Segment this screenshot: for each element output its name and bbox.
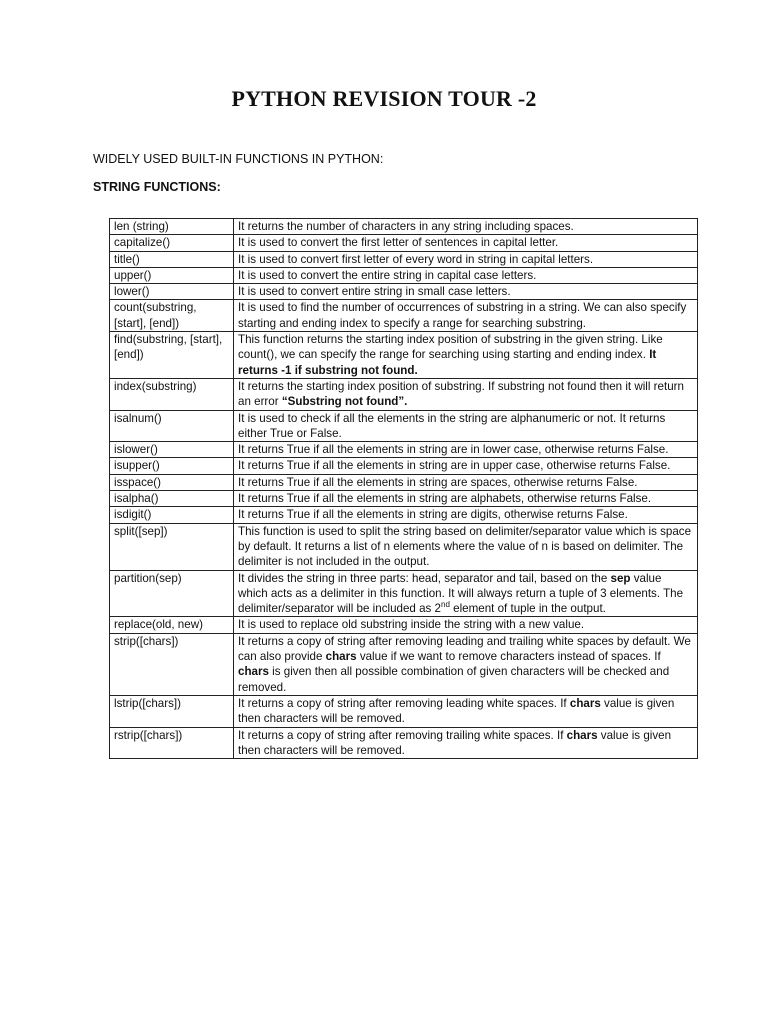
function-description-cell: [234, 267, 698, 283]
function-name-cell: len (string): [110, 219, 234, 235]
table-row: [110, 442, 698, 458]
function-description-cell: [234, 235, 698, 251]
description-text: It returns True if all the elements in string are alphabets, otherwise returns False.: [238, 492, 652, 506]
function-name-cell: title(): [110, 251, 234, 267]
function-description-cell: [234, 507, 698, 523]
bold-text: chars: [569, 696, 601, 710]
table-row: [110, 251, 698, 267]
table-row: [110, 507, 698, 523]
table-row: [110, 491, 698, 507]
page-title: PYTHON REVISION TOUR -2: [231, 86, 537, 111]
function-name-cell: isupper(): [110, 458, 234, 474]
description-text: It returns True if all the elements in string are spaces, otherwise returns False.: [238, 475, 638, 489]
description-text: is given then all possible combination of given characters will be checked and removed.: [238, 665, 670, 694]
function-description-cell: [234, 300, 698, 332]
function-description-cell: [234, 570, 698, 617]
description-text: It is used to convert entire string in small case letters.: [238, 285, 511, 299]
description-text: It is used to find the number of occurrences of substring in a string. We can also specify starting and ending index to specify a range for searching substring.: [238, 301, 687, 330]
function-description-cell: [234, 617, 698, 633]
function-description-cell: [234, 410, 698, 442]
bold-text: It returns -1 if substring not found.: [238, 348, 657, 377]
description-text: It returns True if all the elements in string are digits, otherwise returns False.: [238, 508, 628, 522]
function-name-cell: isalnum(): [110, 410, 234, 442]
function-name-cell: rstrip([chars]): [110, 727, 234, 759]
table-row: [110, 410, 698, 442]
table-row: [110, 633, 698, 695]
description-text: value is given then characters will be removed.: [238, 696, 675, 726]
table-row: [110, 378, 698, 410]
description-text: It returns a copy of string after removing trailing white spaces. If: [238, 728, 567, 742]
function-description-cell: [234, 695, 698, 727]
function-description-cell: [234, 458, 698, 474]
function-name-cell: upper(): [110, 267, 234, 283]
function-name-cell: capitalize(): [110, 235, 234, 251]
description-text: It returns the starting index position of substring. If substring not found then it will return an error: [238, 379, 684, 409]
table-row: [110, 235, 698, 251]
description-text: It is used to convert the entire string in capital case letters.: [238, 268, 537, 282]
description-text: It returns a copy of string after removing leading and trailing white spaces by default. We can also provide: [238, 634, 691, 664]
table-row: [110, 617, 698, 633]
function-name-cell: isdigit(): [110, 507, 234, 523]
function-description-cell: [234, 251, 698, 267]
function-description-cell: [234, 491, 698, 507]
function-name-cell: strip([chars]): [110, 633, 234, 695]
description-text: It is used to convert first letter of every word in string in capital letters.: [238, 252, 594, 266]
description-text: value is given then characters will be removed.: [238, 728, 672, 757]
function-description-cell: [234, 474, 698, 490]
table-row: [110, 727, 698, 759]
table-row: [110, 570, 698, 617]
table-row: [110, 284, 698, 300]
description-text: This function returns the starting index position of substring in the given string. Like count(), we can specify the range for searching using starting and ending index.: [238, 333, 663, 362]
function-description-cell: [234, 332, 698, 379]
document-subtitle: WIDELY USED BUILT-IN FUNCTIONS IN PYTHON:: [93, 152, 384, 166]
table-row: [110, 474, 698, 490]
function-name-cell: find(substring, [start],[end]): [110, 332, 234, 379]
description-text: It returns True if all the elements in string are in upper case, otherwise returns False.: [238, 459, 671, 473]
function-name-cell: isspace(): [110, 474, 234, 490]
function-description-cell: [234, 633, 698, 695]
bold-text: sep: [610, 571, 631, 585]
bold-text: chars: [238, 665, 269, 679]
function-description-cell: [234, 284, 698, 300]
bold-text: “Substring not found”.: [281, 395, 408, 409]
function-name-cell: index(substring): [110, 378, 234, 410]
description-text: value if we want to remove characters instead of spaces. If: [356, 650, 661, 664]
table-row: [110, 458, 698, 474]
function-name-cell: split([sep]): [110, 523, 234, 570]
table-row: [110, 219, 698, 235]
function-name-cell: islower(): [110, 442, 234, 458]
function-name-cell: lstrip([chars]): [110, 695, 234, 727]
description-text: It returns True if all the elements in string are in lower case, otherwise returns False.: [238, 443, 669, 457]
string-functions-table: [109, 218, 698, 759]
superscript-text: nd: [441, 600, 450, 610]
function-name-cell: replace(old, new): [110, 617, 234, 633]
description-text: This function is used to split the string based on delimiter/separator value which is space by default. It returns a list of n elements where the value of n is based on delimiter. The delimiter is not included in the output.: [238, 524, 692, 569]
function-name-cell: lower(): [110, 284, 234, 300]
function-name-cell: partition(sep): [110, 570, 234, 617]
table-row: [110, 523, 698, 570]
bold-text: chars: [325, 650, 357, 664]
function-description-cell: [234, 523, 698, 570]
description-text: It returns the number of characters in any string including spaces.: [238, 220, 574, 233]
description-text: It is used to convert the first letter of sentences in capital letter.: [238, 236, 559, 250]
table-row: [110, 267, 698, 283]
function-description-cell: [234, 378, 698, 410]
function-description-cell: [234, 442, 698, 458]
description-text: It is used to replace old substring inside the string with a new value.: [238, 618, 585, 632]
description-text: It divides the string in three parts: head, separator and tail, based on the: [238, 571, 611, 585]
table-row: [110, 300, 698, 332]
table-body: [110, 219, 698, 759]
function-name-cell: isalpha(): [110, 491, 234, 507]
function-description-cell: [234, 219, 698, 235]
description-text: value which acts as a delimiter in this function. It will always return a tuple of 3 elements. The delimiter/separator will be included as 2: [238, 571, 684, 616]
section-heading: STRING FUNCTIONS:: [93, 180, 221, 194]
table-row: [110, 332, 698, 379]
bold-text: chars: [566, 728, 598, 742]
description-text: element of tuple in the output.: [449, 602, 606, 616]
description-text: It is used to check if all the elements in the string are alphanumeric or not. It returns either True or False.: [238, 411, 666, 440]
table-row: [110, 695, 698, 727]
function-name-cell: count(substring, [start], [end]): [110, 300, 234, 332]
description-text: It returns a copy of string after removing leading white spaces. If: [238, 696, 570, 710]
function-description-cell: [234, 727, 698, 759]
